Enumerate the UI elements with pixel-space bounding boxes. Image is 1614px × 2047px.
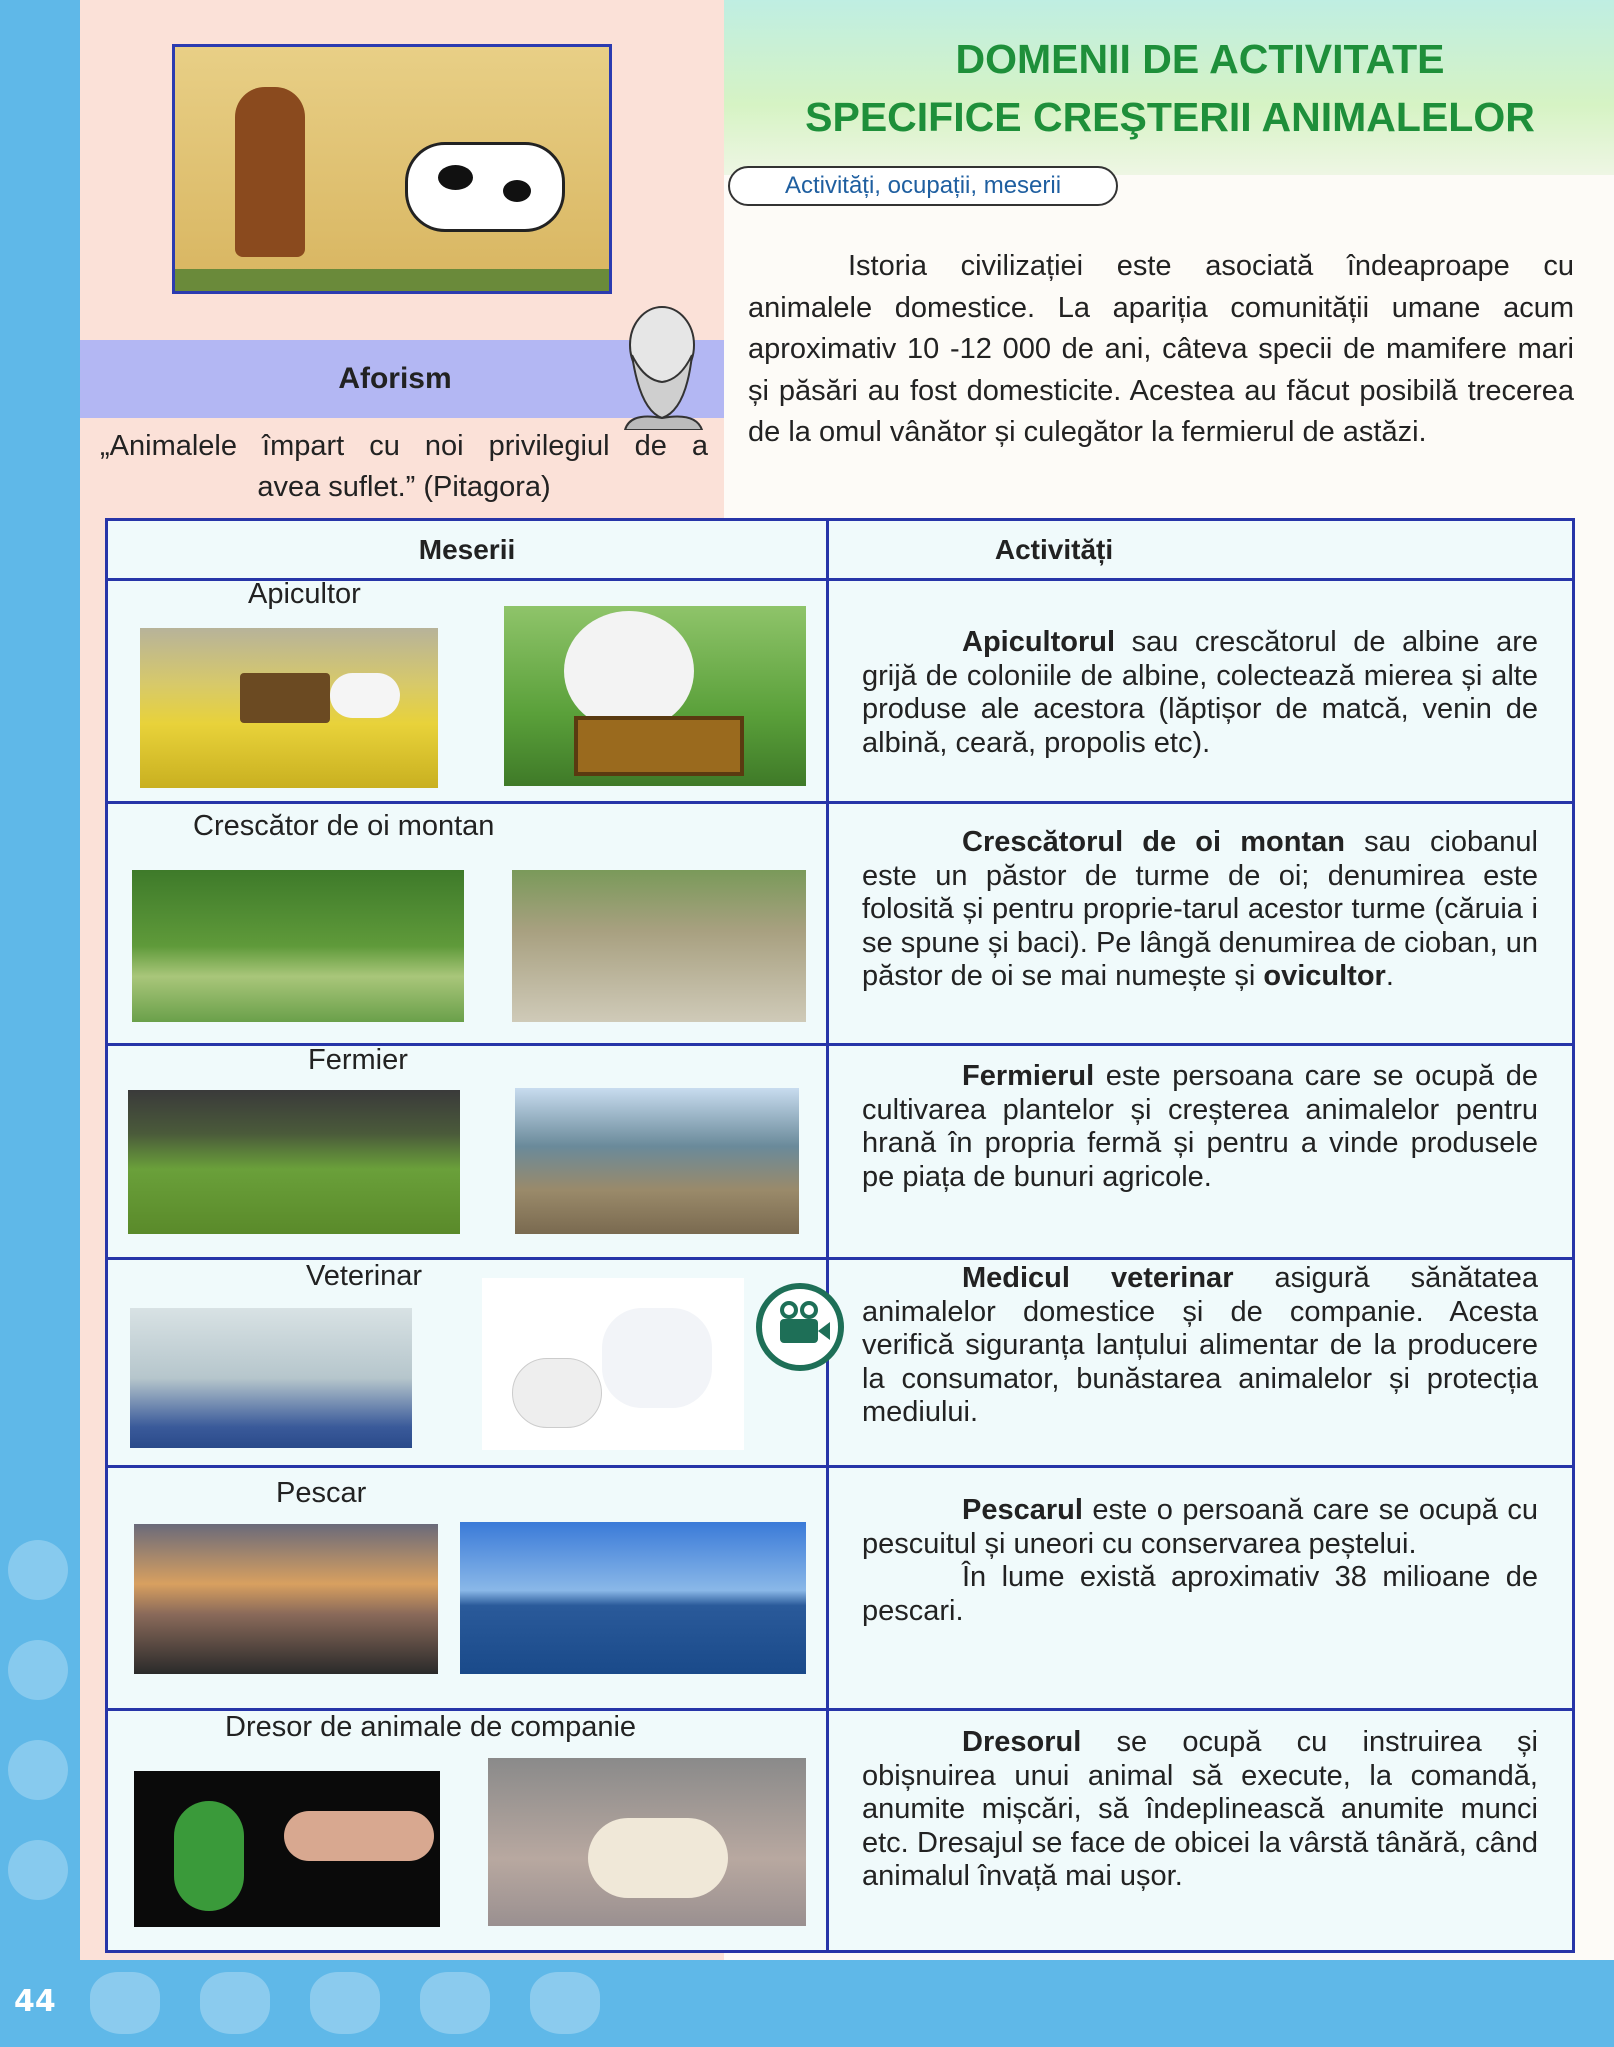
- fishing-rod-sea-photo: [460, 1522, 806, 1674]
- term-medicul-veterinar: Medicul veterinar: [962, 1262, 1234, 1294]
- egyptian-plowing-illustration: [172, 44, 612, 294]
- sheep-flock-photo: [512, 870, 806, 1022]
- intro-paragraph: Istoria civilizației este asociată îndeaproape cu animalele domestice. La apariția comunității umane acum aproximativ 10 -12 000 de ani, câteva specii de mamifere mari și păsări au fost domesticite. Acestea au făcut posibilă trecerea de la omul vânător și culegător la fermierul de astăzi.: [748, 250, 1574, 448]
- left-decorative-strip: [0, 0, 80, 2047]
- desc-text-2: În lume există aproximativ 38 milioane de pescari.: [862, 1561, 1538, 1627]
- chicken-farm-photo: [128, 1090, 460, 1234]
- row-label-apicultor: Apicultor: [248, 578, 361, 610]
- pet-illustration: [90, 1972, 160, 2034]
- quote-line-1: „Animalele împart cu noi privilegiul de a: [100, 430, 708, 462]
- table-divider: [108, 1465, 1572, 1468]
- pet-illustration: [530, 1972, 600, 2034]
- bottom-decorative-strip: [0, 1960, 1614, 2047]
- pet-illustration: [8, 1540, 68, 1600]
- pet-illustration: [200, 1972, 270, 2034]
- mountain-pasture-photo: [132, 870, 464, 1022]
- term-ovicultor: ovicultor: [1263, 960, 1386, 992]
- aforism-title: Aforism: [338, 362, 452, 395]
- desc-text: asigură sănătatea animalelor domestice și de companie. Acesta verifică siguranța lanțului alimentar de la producere la consumator, bunăstarea animalelor și protecția mediului.: [862, 1262, 1538, 1428]
- page-number: 44: [14, 1984, 56, 2019]
- pythagoras-bust-icon: [610, 300, 710, 430]
- video-camera-icon[interactable]: [756, 1283, 844, 1371]
- beekeeper-field-photo: [140, 628, 438, 788]
- desc-text: este persoana care se ocupă de cultivarea plantelor și creșterea animalelor pentru hrană în propria fermă și pentru a vinde produsele pe piața de bunuri agricole.: [862, 1060, 1538, 1193]
- table-divider: [826, 521, 829, 1950]
- column-header-meserii: Meserii: [418, 534, 516, 565]
- desc-text-end: .: [1385, 960, 1394, 992]
- subtitle-badge: Activități, ocupații, meserii: [728, 166, 1118, 206]
- term-crescatorul: Crescătorul de oi montan: [962, 826, 1345, 858]
- desc-text: sau ciobanul este un păstor de turme de oi; denumirea este folosită și pentru proprie-tarul acestor turme (căruia i se spune și baci). Pe lângă denumirea de cioban, un păstor de oi se mai numește și: [862, 826, 1539, 992]
- beekeeper-hive-photo: [504, 606, 806, 786]
- cow-figure: [405, 142, 565, 232]
- row-label-crescator: Crescător de oi montan: [193, 810, 495, 842]
- parrot-training-photo: [134, 1771, 440, 1927]
- pet-illustration: [8, 1840, 68, 1900]
- ground-strip: [175, 269, 609, 291]
- row-label-veterinar: Veterinar: [306, 1260, 423, 1292]
- row-label-pescar: Pescar: [276, 1477, 367, 1509]
- term-pescarul: Pescarul: [962, 1494, 1083, 1526]
- term-apicultorul: Apicultorul: [962, 626, 1116, 658]
- column-header-activitati: Activități: [994, 534, 1114, 565]
- row-desc-crescator: [862, 826, 1538, 994]
- pet-illustration: [8, 1740, 68, 1800]
- vet-with-dog-photo: [482, 1278, 744, 1450]
- title-line-2: SPECIFICE CREŞTERII ANIMALELOR: [805, 94, 1535, 140]
- desc-text: este o persoană care se ocupă cu pescuitul și uneori cu conservarea peștelui.: [862, 1494, 1538, 1560]
- page-title: [760, 30, 1580, 146]
- term-fermierul: Fermierul: [962, 1060, 1095, 1092]
- guide-dog-photo: [488, 1758, 806, 1926]
- row-desc-dresor: [862, 1726, 1538, 1894]
- desc-text: se ocupă cu instruirea și obișnuirea unui animal să execute, la comandă, anumite mișcări, să îndeplinească anumite munci etc. Dresajul se face de obicei la vârstă tânără, când animalul învață mai ușor.: [862, 1726, 1538, 1892]
- row-desc-fermier: [862, 1060, 1538, 1194]
- title-line-1: DOMENII DE ACTIVITATE: [955, 36, 1445, 82]
- fisherman-sunset-photo: [134, 1524, 438, 1674]
- term-dresorul: Dresorul: [962, 1726, 1082, 1758]
- cattle-farm-photo: [515, 1088, 799, 1234]
- pet-illustration: [8, 1640, 68, 1700]
- pet-illustration: [310, 1972, 380, 2034]
- row-desc-veterinar: [862, 1262, 1538, 1430]
- row-label-fermier: Fermier: [308, 1044, 408, 1076]
- pet-illustration: [420, 1972, 490, 2034]
- farmer-figure: [235, 87, 305, 257]
- table-divider: [108, 801, 1572, 804]
- aforism-quote: [100, 426, 708, 508]
- veterinary-clinic-photo: [130, 1308, 412, 1448]
- row-desc-pescar: [862, 1494, 1538, 1628]
- quote-line-2: avea suflet.” (Pitagora): [257, 471, 551, 503]
- row-desc-apicultor: [862, 626, 1538, 760]
- desc-text: sau crescătorul de albine are grijă de coloniile de albine, colectează mierea și alte produse ale acestora (lăptișor de matcă, venin de albină, ceară, propolis etc).: [862, 626, 1538, 759]
- row-label-dresor: Dresor de animale de companie: [225, 1711, 637, 1743]
